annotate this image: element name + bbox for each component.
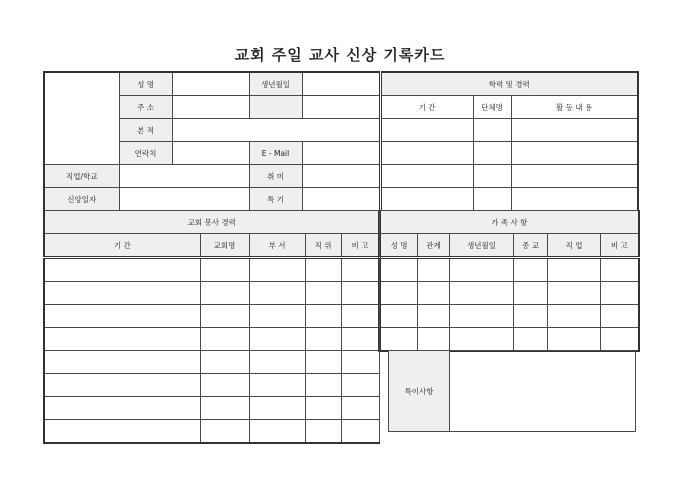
education-cell[interactable] — [511, 165, 638, 188]
family-cell[interactable] — [418, 328, 450, 352]
email-field[interactable] — [302, 142, 380, 165]
service-cell[interactable] — [200, 397, 249, 420]
faith-date-label: 신앙일자 — [44, 188, 119, 212]
service-cell[interactable] — [200, 282, 249, 305]
family-cell[interactable] — [380, 282, 418, 305]
table-row — [44, 351, 379, 374]
education-activity-label: 활 동 내 용 — [511, 96, 638, 119]
photo-area — [44, 72, 119, 165]
service-position-label: 직 위 — [305, 234, 341, 258]
service-church-label: 교회명 — [200, 234, 249, 258]
family-cell[interactable] — [380, 258, 418, 282]
service-cell[interactable] — [249, 328, 305, 351]
address-field-2[interactable] — [249, 96, 302, 119]
remarks-label: 특이사항 — [389, 351, 450, 431]
service-cell[interactable] — [200, 305, 249, 328]
service-period-label: 기 간 — [44, 234, 200, 258]
service-cell[interactable] — [305, 258, 341, 282]
job-label: 직업/학교 — [44, 165, 119, 188]
education-cell[interactable] — [511, 142, 638, 165]
service-header: 교회 봉사 경력 — [44, 211, 379, 234]
skill-label: 특 기 — [249, 188, 302, 212]
name-label: 성 명 — [119, 72, 172, 96]
skill-field[interactable] — [302, 188, 380, 212]
contact-field[interactable] — [172, 142, 249, 165]
service-cell[interactable] — [341, 328, 379, 351]
service-cell[interactable] — [305, 282, 341, 305]
birth-label: 생년월일 — [249, 72, 302, 96]
service-cell[interactable] — [200, 351, 249, 374]
service-cell[interactable] — [200, 328, 249, 351]
family-cell[interactable] — [548, 328, 601, 352]
table-row — [380, 328, 639, 352]
address-field-3[interactable] — [302, 96, 380, 119]
family-header: 가 족 사 항 — [380, 211, 639, 234]
service-cell[interactable] — [44, 258, 200, 282]
service-cell[interactable] — [341, 351, 379, 374]
education-cell[interactable] — [473, 142, 511, 165]
service-cell[interactable] — [44, 351, 200, 374]
education-period-label: 기 간 — [380, 96, 473, 119]
table-row — [44, 328, 379, 351]
service-cell[interactable] — [44, 328, 200, 351]
service-cell[interactable] — [249, 374, 305, 397]
service-cell[interactable] — [305, 397, 341, 420]
education-org-label: 단체명 — [473, 96, 511, 119]
table-row — [44, 374, 379, 397]
remarks-field[interactable] — [450, 351, 635, 431]
origin-label: 본 적 — [119, 119, 172, 142]
service-cell[interactable] — [305, 328, 341, 351]
service-note-label: 비 고 — [341, 234, 379, 258]
service-cell[interactable] — [305, 351, 341, 374]
service-cell[interactable] — [249, 282, 305, 305]
family-cell[interactable] — [450, 282, 514, 305]
family-cell[interactable] — [450, 328, 514, 352]
family-name-label: 성 명 — [380, 234, 418, 258]
education-cell[interactable] — [473, 119, 511, 142]
education-cell[interactable] — [380, 119, 473, 142]
education-cell[interactable] — [511, 119, 638, 142]
table-row — [44, 397, 379, 420]
service-cell[interactable] — [341, 258, 379, 282]
family-note-label: 비 고 — [601, 234, 639, 258]
service-cell[interactable] — [249, 305, 305, 328]
family-birth-label: 생년월일 — [450, 234, 514, 258]
service-cell[interactable] — [249, 397, 305, 420]
contact-label: 연락처 — [119, 142, 172, 165]
education-cell[interactable] — [511, 188, 638, 212]
birth-field[interactable] — [302, 72, 380, 96]
service-cell[interactable] — [305, 374, 341, 397]
service-cell[interactable] — [249, 351, 305, 374]
family-cell[interactable] — [380, 305, 418, 328]
table-row — [44, 305, 379, 328]
name-field[interactable] — [172, 72, 249, 96]
address-label: 주 소 — [119, 96, 172, 119]
table-row — [380, 305, 639, 328]
family-cell[interactable] — [548, 282, 601, 305]
family-religion-label: 종 교 — [514, 234, 548, 258]
service-cell[interactable] — [249, 258, 305, 282]
service-cell[interactable] — [44, 397, 200, 420]
church-service-table — [43, 210, 380, 444]
service-cell[interactable] — [305, 420, 341, 444]
personal-info-table — [43, 71, 639, 213]
table-row — [44, 258, 379, 282]
service-cell[interactable] — [341, 305, 379, 328]
service-cell[interactable] — [341, 397, 379, 420]
family-job-label: 직 업 — [548, 234, 601, 258]
hobby-field[interactable] — [302, 165, 380, 188]
service-cell[interactable] — [341, 420, 379, 444]
table-row — [44, 420, 379, 444]
education-cell[interactable] — [473, 188, 511, 212]
family-cell[interactable] — [418, 305, 450, 328]
education-cell[interactable] — [380, 142, 473, 165]
family-cell[interactable] — [601, 258, 639, 282]
education-cell[interactable] — [473, 165, 511, 188]
service-cell[interactable] — [200, 374, 249, 397]
family-cell[interactable] — [418, 258, 450, 282]
education-header: 학력 및 경력 — [380, 72, 638, 96]
family-cell[interactable] — [601, 282, 639, 305]
origin-field[interactable] — [172, 119, 380, 142]
service-cell[interactable] — [44, 420, 200, 444]
table-row — [380, 282, 639, 305]
family-relation-label: 관계 — [418, 234, 450, 258]
service-cell[interactable] — [341, 374, 379, 397]
family-cell[interactable] — [514, 258, 548, 282]
family-cell[interactable] — [380, 328, 418, 352]
table-row — [380, 258, 639, 282]
service-cell[interactable] — [249, 420, 305, 444]
family-cell[interactable] — [514, 305, 548, 328]
service-dept-label: 부 서 — [249, 234, 305, 258]
service-cell[interactable] — [44, 282, 200, 305]
service-cell[interactable] — [44, 305, 200, 328]
job-field[interactable] — [119, 165, 249, 188]
faith-date-field[interactable] — [119, 188, 249, 212]
remarks-box — [388, 350, 636, 432]
service-cell[interactable] — [200, 258, 249, 282]
hobby-label: 취 미 — [249, 165, 302, 188]
education-cell[interactable] — [380, 188, 473, 212]
family-table — [378, 210, 640, 352]
page-title: 교회 주일 교사 신상 기록카드 — [234, 46, 446, 64]
service-cell[interactable] — [44, 374, 200, 397]
table-row — [44, 282, 379, 305]
family-cell[interactable] — [548, 258, 601, 282]
service-cell[interactable] — [305, 305, 341, 328]
family-cell[interactable] — [601, 328, 639, 352]
family-cell[interactable] — [514, 282, 548, 305]
family-cell[interactable] — [418, 282, 450, 305]
education-cell[interactable] — [380, 165, 473, 188]
family-cell[interactable] — [450, 258, 514, 282]
service-cell[interactable] — [341, 282, 379, 305]
email-label: E - Mail — [249, 142, 302, 165]
address-field[interactable] — [172, 96, 249, 119]
family-cell[interactable] — [450, 305, 514, 328]
family-cell[interactable] — [514, 328, 548, 352]
family-cell[interactable] — [548, 305, 601, 328]
service-cell[interactable] — [200, 420, 249, 444]
family-cell[interactable] — [601, 305, 639, 328]
